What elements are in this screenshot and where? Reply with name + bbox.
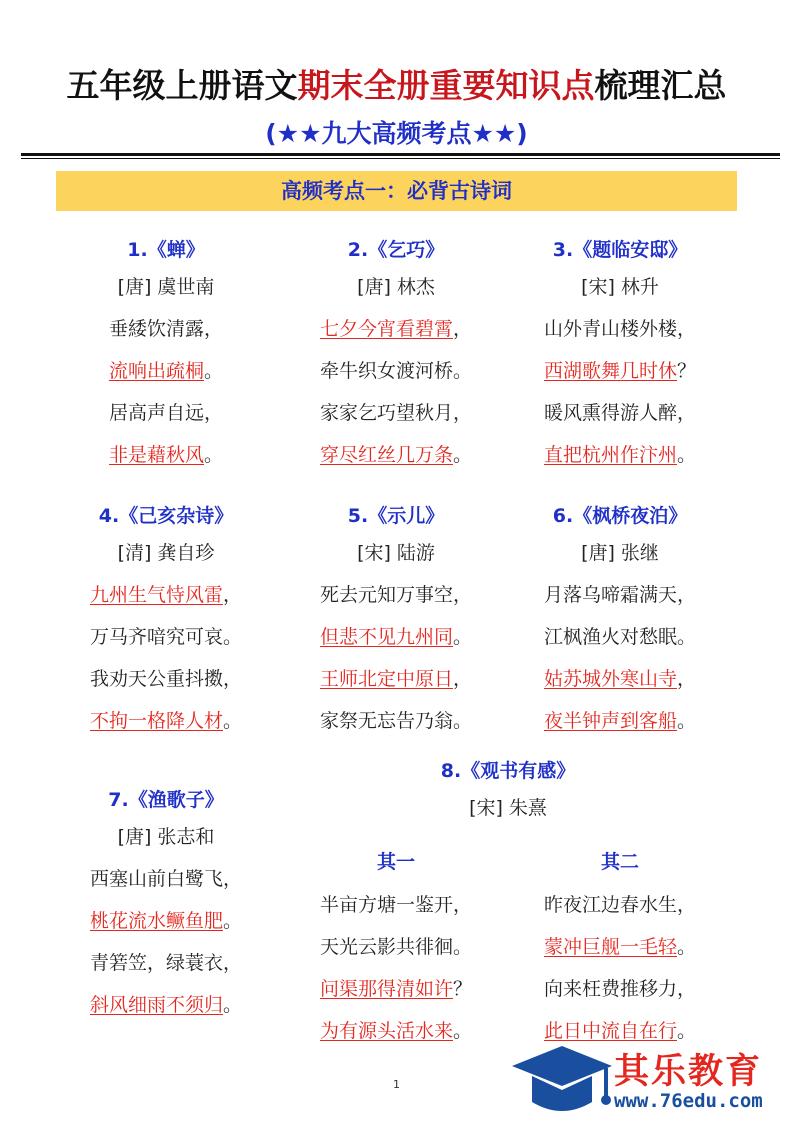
poem-line [500, 926, 740, 968]
line-text: ， [223, 668, 243, 690]
line-text: ， [223, 584, 243, 606]
title-divider-thin [21, 158, 780, 159]
poem-line [46, 574, 286, 616]
line-text: ， [453, 894, 473, 916]
poem-card [276, 500, 516, 742]
line-text: 。 [223, 710, 243, 732]
highlighted-text: 但悲不见九州同 [319, 626, 453, 648]
poem-card [46, 784, 286, 1026]
line-text: 垂緌饮清露 [108, 318, 204, 340]
poem-author: [清] 龚自珍 [117, 542, 215, 564]
highlighted-text: 不拘一格降人材 [89, 710, 223, 732]
poem-part [500, 846, 740, 1052]
line-text: 我劝天公重抖擞 [89, 668, 223, 690]
highlighted-text: 此日中流自在行 [543, 1020, 677, 1042]
highlighted-text: 夜半钟声到客船 [543, 710, 677, 732]
poem-line [46, 658, 286, 700]
poem-title: 7.《渔歌子》 [108, 789, 224, 811]
highlighted-text: 蒙冲巨舰一毛轻 [543, 936, 677, 958]
poem-line [46, 434, 286, 476]
poem-title: 6.《枫桥夜泊》 [552, 505, 688, 527]
poem-line [500, 350, 740, 392]
line-text: ， [453, 668, 473, 690]
logo-url: www.76edu.com [614, 1090, 763, 1112]
poem-line [46, 392, 286, 434]
highlighted-text: 西湖歌舞几时休 [543, 360, 677, 382]
poem-line [276, 392, 516, 434]
poem-line [500, 658, 740, 700]
highlighted-text: 问渠那得清如许 [319, 978, 453, 1000]
highlighted-text: 非是藉秋风 [108, 444, 204, 466]
poem-author: [宋] 林升 [581, 276, 659, 298]
poem-line [500, 968, 740, 1010]
section-title: 高频考点一：必背古诗词 [281, 179, 512, 203]
line-text: 半亩方塘一鉴开 [319, 894, 453, 916]
highlighted-text: 斜风细雨不须归 [89, 994, 223, 1016]
highlighted-text: 直把杭州作汴州 [543, 444, 677, 466]
line-text: 。 [453, 444, 473, 466]
poem-card [500, 234, 740, 476]
line-text: 。 [223, 994, 243, 1016]
line-text: 家家乞巧望秋月 [319, 402, 453, 424]
line-text: ， [677, 668, 697, 690]
poem-line [276, 616, 516, 658]
poem-author: [唐] 张继 [581, 542, 659, 564]
poem-title: 2.《乞巧》 [347, 239, 445, 261]
line-text: ， [453, 402, 473, 424]
line-text: ， [204, 318, 224, 340]
line-text: 。 [453, 360, 473, 382]
line-text: ， [453, 318, 473, 340]
poem-title: 4.《己亥杂诗》 [98, 505, 234, 527]
line-text: 山外青山楼外楼 [543, 318, 677, 340]
page-subtitle: (★★九大高频考点★★) [265, 119, 528, 148]
highlighted-text: 王师北定中原日 [319, 668, 453, 690]
logo-name: 其乐教育 [614, 1052, 763, 1092]
line-text: 。 [677, 936, 697, 958]
poem-line [46, 350, 286, 392]
poem-author: [唐] 虞世南 [117, 276, 215, 298]
line-text: 。 [453, 626, 473, 648]
line-text: 天光云影共徘徊 [319, 936, 453, 958]
line-text: 向来枉费推移力 [543, 978, 677, 1000]
poem-card [46, 500, 286, 742]
line-text: 。 [677, 626, 697, 648]
line-text: 万马齐喑究可哀 [89, 626, 223, 648]
poem-author: [唐] 林杰 [357, 276, 435, 298]
line-text: 死去元知万事空 [319, 584, 453, 606]
line-text: 。 [223, 910, 243, 932]
poem-line [46, 700, 286, 742]
poem-title: 1.《蝉》 [127, 239, 205, 261]
page-number: 1 [393, 1078, 400, 1091]
highlighted-text: 姑苏城外寒山寺 [543, 668, 677, 690]
poem-line [276, 574, 516, 616]
poem-line [276, 926, 516, 968]
poem-line [46, 900, 286, 942]
line-text: 暖风熏得游人醉 [543, 402, 677, 424]
line-text: 。 [223, 626, 243, 648]
poem-subtitle: 其一 [376, 851, 415, 873]
poem-line [500, 308, 740, 350]
poem-line [276, 434, 516, 476]
line-text: 。 [677, 444, 697, 466]
line-text: ， [677, 894, 697, 916]
poem-line [500, 574, 740, 616]
title-part-2: 期末全册重要知识点 [297, 66, 595, 105]
line-text: ， [677, 318, 697, 340]
line-text: ， [677, 402, 697, 424]
highlighted-text: 为有源头活水来 [319, 1020, 453, 1042]
poem-line [46, 942, 286, 984]
poem-subtitle: 其二 [600, 851, 639, 873]
line-text: 江枫渔火对愁眠 [543, 626, 677, 648]
line-text: 。 [204, 360, 224, 382]
poem-author: [宋] 朱熹 [469, 797, 547, 819]
line-text: 。 [453, 1020, 473, 1042]
poem-card [276, 234, 516, 476]
poem-line [46, 858, 286, 900]
poem-line [276, 968, 516, 1010]
line-text: ， [453, 584, 473, 606]
poem-card-8 [276, 755, 740, 829]
poem-line [500, 616, 740, 658]
highlighted-text: 九州生气恃风雷 [89, 584, 223, 606]
line-text: 昨夜江边春水生 [543, 894, 677, 916]
line-text: 居高声自远 [108, 402, 204, 424]
line-text: 青箬笠，绿蓑衣 [89, 952, 223, 974]
line-text: 。 [453, 710, 473, 732]
line-text: 月落乌啼霜满天 [543, 584, 677, 606]
highlighted-text: 七夕今宵看碧霄 [319, 318, 453, 340]
line-text: 西塞山前白鹭飞 [89, 868, 223, 890]
poem-line [46, 308, 286, 350]
poem-line [500, 434, 740, 476]
line-text: ， [677, 978, 697, 1000]
line-text: ， [204, 402, 224, 424]
highlighted-text: 桃花流水鳜鱼肥 [89, 910, 223, 932]
poem-title: 3.《题临安邸》 [552, 239, 688, 261]
line-text: 家祭无忘告乃翁 [319, 710, 453, 732]
line-text: 牵牛织女渡河桥 [319, 360, 453, 382]
poem-line [500, 700, 740, 742]
poem-line [276, 884, 516, 926]
page-title [0, 60, 793, 107]
line-text: ？ [677, 360, 697, 382]
highlighted-text: 流响出疏桐 [108, 360, 204, 382]
poem-line [276, 700, 516, 742]
poem-line [46, 984, 286, 1026]
poem-line [500, 884, 740, 926]
poem-part [276, 846, 516, 1052]
poem-line [46, 616, 286, 658]
line-text: ， [677, 584, 697, 606]
line-text: 。 [453, 936, 473, 958]
poem-line [276, 308, 516, 350]
line-text: 。 [677, 1020, 697, 1042]
poem-line [500, 392, 740, 434]
poem-card [46, 234, 286, 476]
title-part-3: 梳理汇总 [594, 66, 727, 105]
highlighted-text: 穿尽红丝几万条 [319, 444, 453, 466]
poem-line [276, 658, 516, 700]
line-text: ， [223, 868, 243, 890]
poem-author: [唐] 张志和 [117, 826, 215, 848]
title-divider-thick [21, 153, 780, 156]
poem-title: 8.《观书有感》 [440, 760, 576, 782]
poem-author: [宋] 陆游 [357, 542, 435, 564]
line-text: 。 [677, 710, 697, 732]
poem-card [500, 500, 740, 742]
title-part-1: 五年级上册语文 [66, 66, 298, 105]
poem-title: 5.《示儿》 [347, 505, 445, 527]
poem-line [276, 1010, 516, 1052]
line-text: ， [223, 952, 243, 974]
poem-line [276, 350, 516, 392]
line-text: 。 [204, 444, 224, 466]
line-text: ？ [453, 978, 473, 1000]
